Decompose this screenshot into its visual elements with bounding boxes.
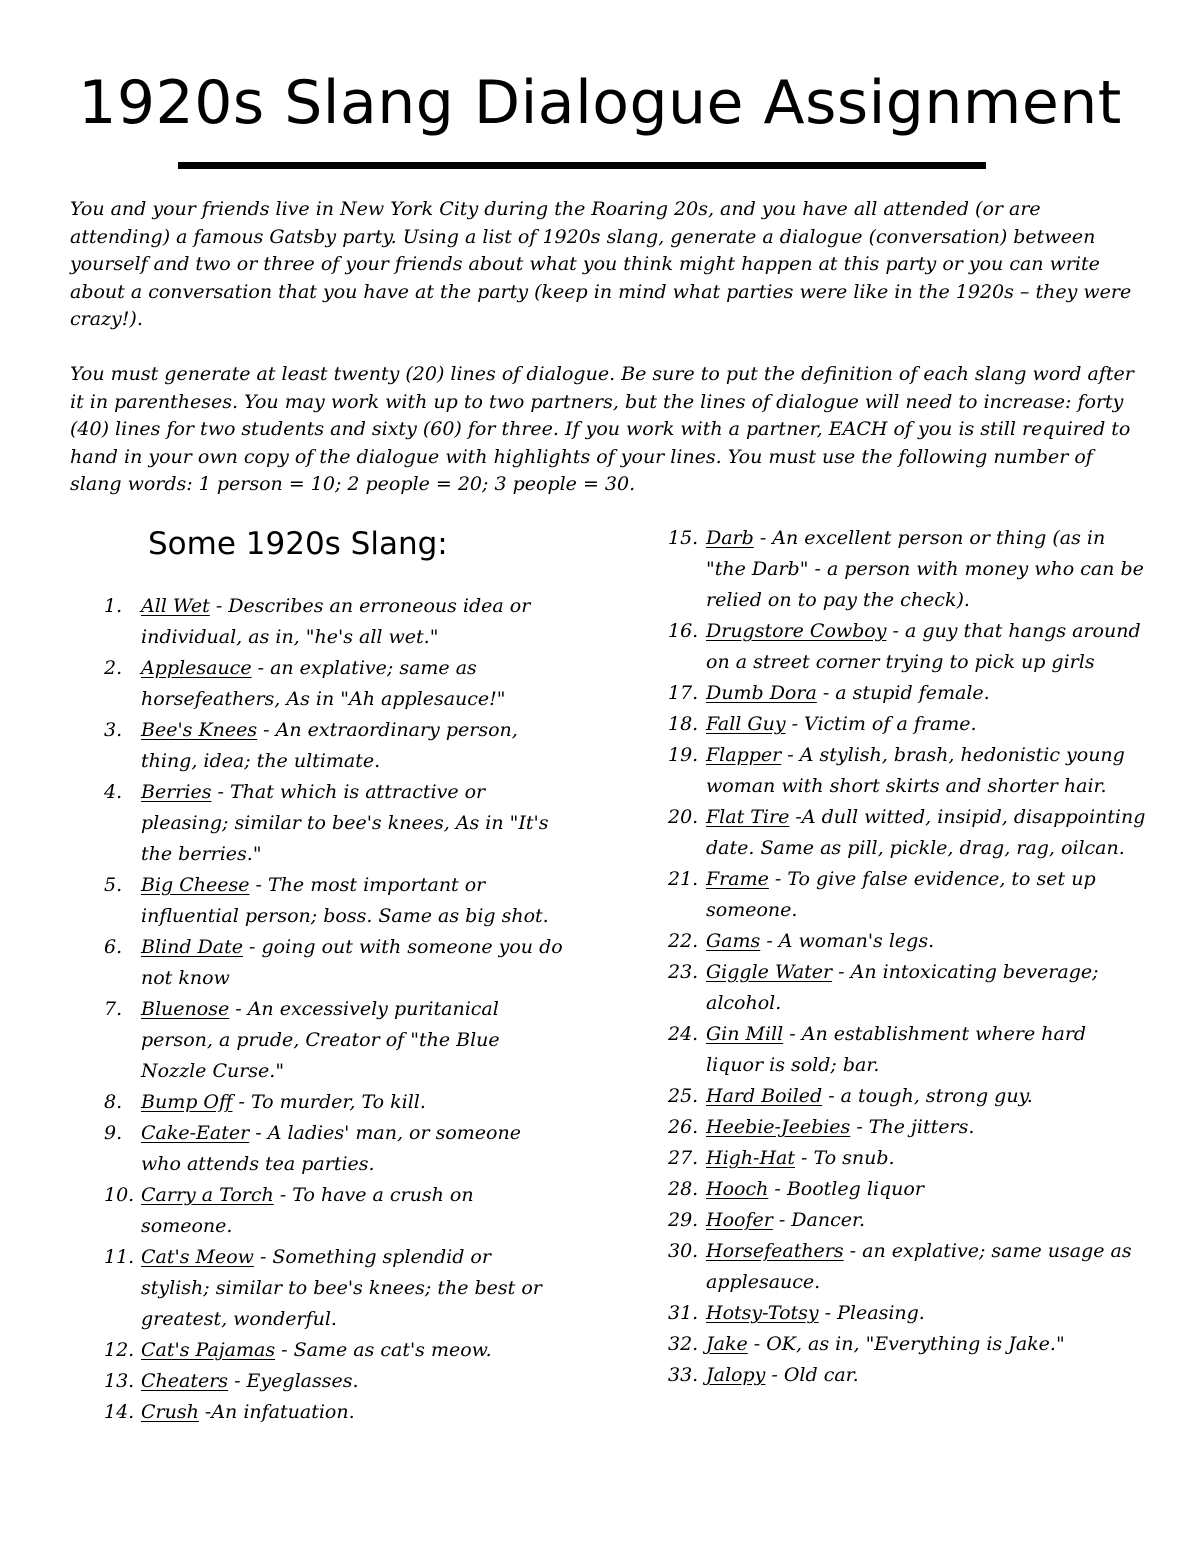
title-divider <box>178 162 986 169</box>
slang-term: Berries <box>141 781 212 803</box>
slang-item-number: 10. <box>104 1184 135 1206</box>
slang-definition: -A dull witted, insipid, disappointing date. Same as pill, pickle, drag, rag, oilcan. <box>706 806 1146 859</box>
slang-definition: - A ladies' man, or someone who attends tea parties. <box>141 1122 521 1175</box>
slang-item-number: 18. <box>668 713 699 735</box>
slang-term: Drugstore Cowboy <box>706 620 887 642</box>
slang-list-item <box>668 616 1148 678</box>
slang-list-item <box>668 926 1148 957</box>
slang-list-item <box>668 1143 1148 1174</box>
slang-term: Crush <box>141 1401 199 1423</box>
slang-definition: - a guy that hangs around on a street corner trying to pick up girls <box>706 620 1141 673</box>
slang-definition: - An excessively puritanical person, a prude, Creator of "the Blue Nozzle Curse." <box>141 998 500 1082</box>
slang-term: Hotsy-Totsy <box>706 1302 819 1324</box>
slang-definition: - To give false evidence, to set up someone. <box>706 868 1096 921</box>
slang-list-item <box>668 802 1148 864</box>
slang-term: Cake-Eater <box>141 1122 250 1144</box>
slang-list-item <box>104 591 564 653</box>
slang-term: Frame <box>706 868 769 890</box>
slang-item-number: 5. <box>104 874 123 896</box>
slang-list-item <box>104 1118 564 1180</box>
slang-definition: - a tough, strong guy. <box>822 1085 1033 1107</box>
slang-term: Jake <box>706 1333 748 1355</box>
slang-list-item <box>104 1366 564 1397</box>
slang-term: Bee's Knees <box>141 719 258 741</box>
slang-definition: - Something splendid or stylish; similar to bee's knees; the best or greatest, wonderful. <box>141 1246 542 1330</box>
slang-term: Dumb Dora <box>706 682 817 704</box>
slang-list-item <box>668 957 1148 1019</box>
slang-list-item <box>668 740 1148 802</box>
slang-definition: - To have a crush on someone. <box>141 1184 474 1237</box>
slang-item-number: 20. <box>668 806 699 828</box>
slang-definition: - OK, as in, "Everything is Jake." <box>747 1333 1065 1355</box>
slang-term: Hoofer <box>706 1209 773 1231</box>
slang-definition: - Describes an erroneous idea or individual, as in, "he's all wet." <box>141 595 531 648</box>
slang-list-item <box>104 870 564 932</box>
slang-item-number: 17. <box>668 682 699 704</box>
slang-definition: - going out with someone you do not know <box>141 936 563 989</box>
slang-term: Gams <box>706 930 761 952</box>
slang-definition: - Same as cat's meow. <box>275 1339 492 1361</box>
slang-list-left <box>104 591 564 1428</box>
slang-item-number: 31. <box>668 1302 699 1324</box>
slang-definition: - To murder, To kill. <box>232 1091 426 1113</box>
slang-list-item <box>104 1180 564 1242</box>
slang-term: All Wet <box>141 595 210 617</box>
slang-term: Giggle Water <box>706 961 833 983</box>
slang-list-item <box>668 678 1148 709</box>
slang-term: Horsefeathers <box>706 1240 844 1262</box>
slang-definition: - a stupid female. <box>816 682 990 704</box>
slang-list-item <box>668 1360 1148 1391</box>
slang-term: Gin Mill <box>706 1023 784 1045</box>
slang-term: Carry a Torch <box>141 1184 274 1206</box>
slang-list-item <box>104 994 564 1087</box>
slang-list-item <box>668 523 1148 616</box>
slang-item-number: 16. <box>668 620 699 642</box>
slang-item-number: 11. <box>104 1246 135 1268</box>
slang-list-item <box>104 715 564 777</box>
slang-term: Flat Tire <box>706 806 790 828</box>
slang-item-number: 21. <box>668 868 699 890</box>
slang-term: Cat's Meow <box>141 1246 254 1268</box>
slang-item-number: 2. <box>104 657 123 679</box>
slang-definition: - an explative; same as horsefeathers, As in "Ah applesauce!" <box>141 657 506 710</box>
slang-item-number: 1. <box>104 595 123 617</box>
slang-term: Blind Date <box>141 936 243 958</box>
slang-term: Applesauce <box>141 657 252 679</box>
intro-paragraph-1: You and your friends live in New York City during the Roaring 20s, and you have all attended (or are attending) a famous Gatsby party. Using a list of 1920s slang, generate a dialogue (conversation) between yourself and two or three of your friends about what you think might happen at this party or you can write about a conversation that you have at the party (keep in mind what parties were like in the 1920s – they were crazy!). <box>70 198 1132 330</box>
slang-item-number: 7. <box>104 998 123 1020</box>
slang-list-item <box>668 1112 1148 1143</box>
slang-item-number: 28. <box>668 1178 699 1200</box>
intro-paragraph-2: You must generate at least twenty (20) lines of dialogue. Be sure to put the definition of each slang word after it in parentheses. You may work with up to two partners, but the lines of dialogue will need to increase: forty (40) lines for two students and sixty (60) for three. If you work with a partner, EACH of you is still required to hand in your own copy of the dialogue with highlights of your lines. You must use the following number of slang words: 1 person = 10; 2 people = 20; 3 people = 30. <box>70 363 1134 495</box>
slang-list-item <box>668 1298 1148 1329</box>
slang-item-number: 19. <box>668 744 699 766</box>
slang-list-right <box>668 523 1148 1391</box>
slang-item-number: 4. <box>104 781 123 803</box>
slang-list-item <box>104 1397 564 1428</box>
slang-definition: -An infatuation. <box>198 1401 355 1423</box>
slang-definition: - Bootleg liquor <box>768 1178 924 1200</box>
slang-list-item <box>668 1081 1148 1112</box>
slang-item-number: 27. <box>668 1147 699 1169</box>
slang-definition: - An intoxicating beverage; alcohol. <box>706 961 1099 1014</box>
slang-list-item <box>668 709 1148 740</box>
slang-item-number: 14. <box>104 1401 135 1423</box>
slang-definition: - To snub. <box>795 1147 895 1169</box>
slang-definition: - Pleasing. <box>818 1302 925 1324</box>
slang-definition: - That which is attractive or pleasing; similar to bee's knees, As in "It's the berries." <box>141 781 549 865</box>
slang-definition: - an explative; same usage as applesauce. <box>706 1240 1132 1293</box>
slang-term: Fall Guy <box>706 713 786 735</box>
slang-definition: - The most important or influential person; boss. Same as big shot. <box>141 874 549 927</box>
slang-list-item <box>668 1019 1148 1081</box>
slang-list-item <box>104 1087 564 1118</box>
slang-item-number: 32. <box>668 1333 699 1355</box>
slang-item-number: 12. <box>104 1339 135 1361</box>
slang-item-number: 13. <box>104 1370 135 1392</box>
slang-item-number: 29. <box>668 1209 699 1231</box>
slang-item-number: 24. <box>668 1023 699 1045</box>
slang-term: Cheaters <box>141 1370 229 1392</box>
slang-list-item <box>668 1174 1148 1205</box>
slang-term: Hard Boiled <box>706 1085 823 1107</box>
slang-item-number: 9. <box>104 1122 123 1144</box>
slang-item-number: 22. <box>668 930 699 952</box>
slang-item-number: 15. <box>668 527 699 549</box>
slang-list-item <box>104 777 564 870</box>
slang-list-item <box>104 932 564 994</box>
slang-list-heading: Some 1920s Slang: <box>148 526 448 562</box>
slang-term: Bump Off <box>141 1091 233 1113</box>
slang-item-number: 6. <box>104 936 123 958</box>
slang-list-item <box>668 864 1148 926</box>
slang-term: Darb <box>706 527 754 549</box>
slang-definition: - An extraordinary person, thing, idea; the ultimate. <box>141 719 518 772</box>
slang-item-number: 23. <box>668 961 699 983</box>
slang-definition: - An establishment where hard liquor is sold; bar. <box>706 1023 1087 1076</box>
slang-list-item <box>104 1335 564 1366</box>
slang-item-number: 33. <box>668 1364 699 1386</box>
slang-definition: - Dancer. <box>772 1209 866 1231</box>
slang-definition: - The jitters. <box>850 1116 975 1138</box>
slang-term: Bluenose <box>141 998 230 1020</box>
slang-term: Jalopy <box>706 1364 766 1386</box>
slang-item-number: 30. <box>668 1240 699 1262</box>
slang-definition: - An excellent person or thing (as in "the Darb" - a person with money who can be relied on to pay the check). <box>706 527 1144 611</box>
page-title: 1920s Slang Dialogue Assignment <box>78 68 1122 138</box>
slang-term: Flapper <box>706 744 782 766</box>
slang-list-item <box>668 1236 1148 1298</box>
slang-term: High-Hat <box>706 1147 795 1169</box>
slang-list-item <box>668 1329 1148 1360</box>
slang-term: Hooch <box>706 1178 769 1200</box>
slang-definition: - A stylish, brash, hedonistic young woman with short skirts and shorter hair. <box>706 744 1125 797</box>
slang-list-item <box>668 1205 1148 1236</box>
slang-list-item <box>104 1242 564 1335</box>
slang-list-item <box>104 653 564 715</box>
slang-definition: - Victim of a frame. <box>785 713 977 735</box>
slang-definition: - Eyeglasses. <box>228 1370 359 1392</box>
slang-definition: - Old car. <box>765 1364 859 1386</box>
slang-term: Cat's Pajamas <box>141 1339 276 1361</box>
slang-item-number: 3. <box>104 719 123 741</box>
slang-item-number: 26. <box>668 1116 699 1138</box>
slang-term: Big Cheese <box>141 874 250 896</box>
slang-item-number: 8. <box>104 1091 123 1113</box>
slang-item-number: 25. <box>668 1085 699 1107</box>
slang-term: Heebie-Jeebies <box>706 1116 851 1138</box>
slang-definition: - A woman's legs. <box>760 930 935 952</box>
